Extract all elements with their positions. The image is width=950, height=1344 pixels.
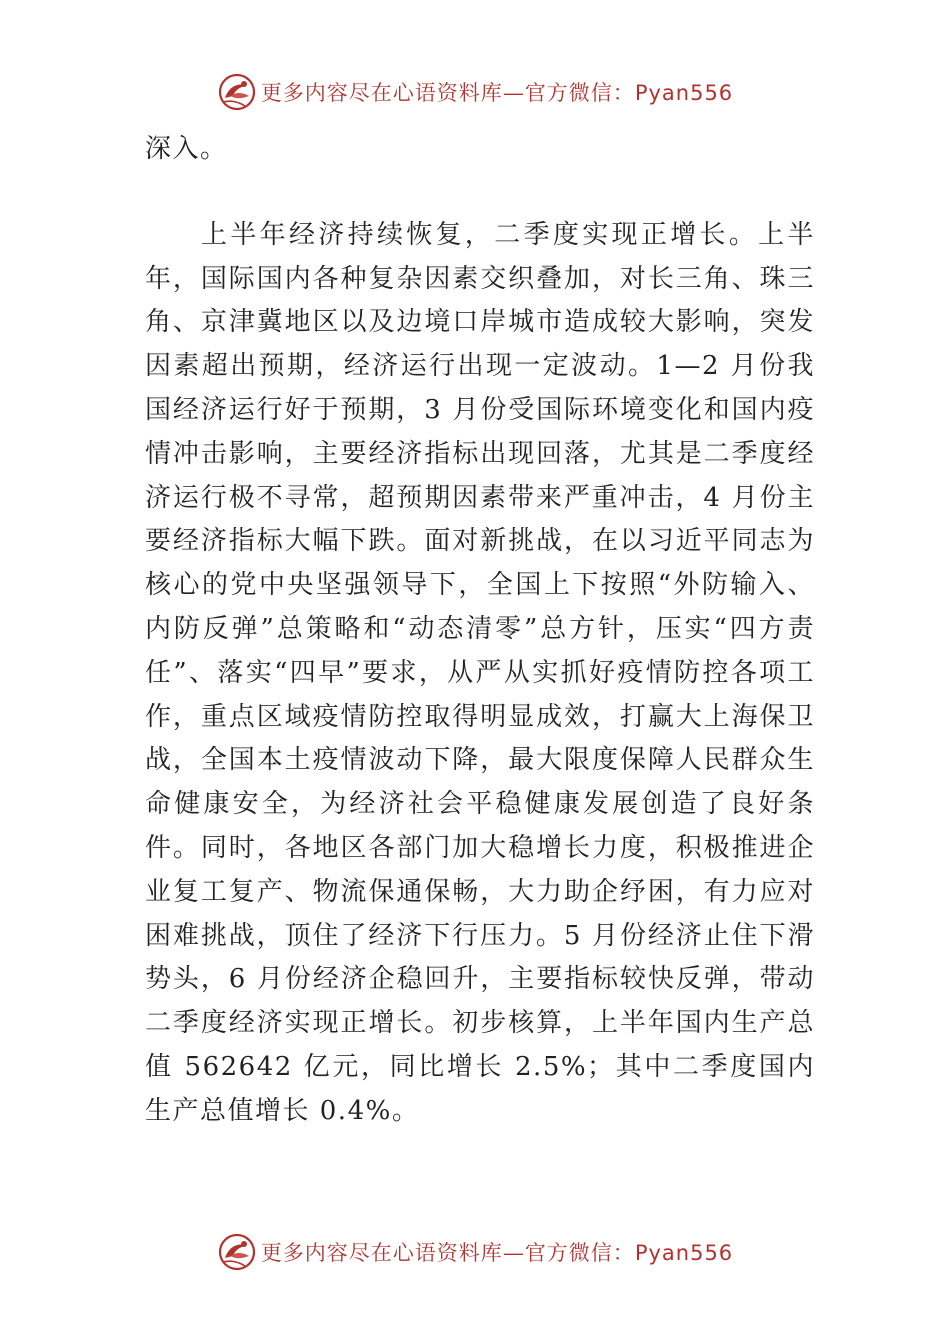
footer-watermark xyxy=(0,1230,950,1274)
header-watermark xyxy=(0,70,950,114)
main-paragraph: 上半年经济持续恢复，二季度实现正增长。上半年，国际国内各种复杂因素交织叠加，对长三角、珠三角、京津冀地区以及边境口岸城市造成较大影响，突发因素超出预期，经济运行出现一定波动。1—2 月份我国经济运行好于预期，3 月份受国际环境变化和国内疫情冲击影响，主要经济指标出现回落，尤其是二季度经济运行极不寻常，超预期因素带来严重冲击，4 月份主要经济指标大幅下跌。面对新挑战，在以习近平同志为核心的党中央坚强领导下，全国上下按照“外防输入、内防反弹”总策略和“动态清零”总方针，压实“四方责任”、落实“四早”要求，从严从实抓好疫情防控各项工作，重点区域疫情防控取得明显成效，打赢大上海保卫战，全国本土疫情波动下降，最大限度保障人民群众生命健康安全，为经济社会平稳健康发展创造了良好条件。同时，各地区各部门加大稳增长力度，积极推进企业复工复产、物流保通保畅，大力助企纾困，有力应对困难挑战，顶住了经济下行压力。5 月份经济止住下滑势头，6 月份经济企稳回升，主要指标较快反弹，带动二季度经济实现正增长。初步核算，上半年国内生产总值 562642 亿元，同比增长 2.5%；其中二季度国内生产总值增长 0.4%。 xyxy=(145,219,815,1126)
watermark-wechat-label: 官方微信： xyxy=(524,1241,635,1265)
watermark-brand: 更多内容尽在心语资料库 xyxy=(260,81,503,105)
watermark-brand: 更多内容尽在心语资料库 xyxy=(260,1241,503,1265)
rose-logo-icon xyxy=(217,72,257,112)
continuation-text: 深入。 xyxy=(145,134,228,164)
watermark-separator: — xyxy=(502,81,525,105)
rose-logo-icon xyxy=(217,1232,257,1272)
document-body xyxy=(145,128,815,1134)
watermark-separator: — xyxy=(502,1241,525,1265)
watermark-wechat-id: Pyan556 xyxy=(634,1241,734,1265)
watermark-wechat-id: Pyan556 xyxy=(634,81,734,105)
watermark-text xyxy=(261,77,733,107)
watermark-text xyxy=(261,1237,733,1267)
watermark-wechat-label: 官方微信： xyxy=(524,81,635,105)
